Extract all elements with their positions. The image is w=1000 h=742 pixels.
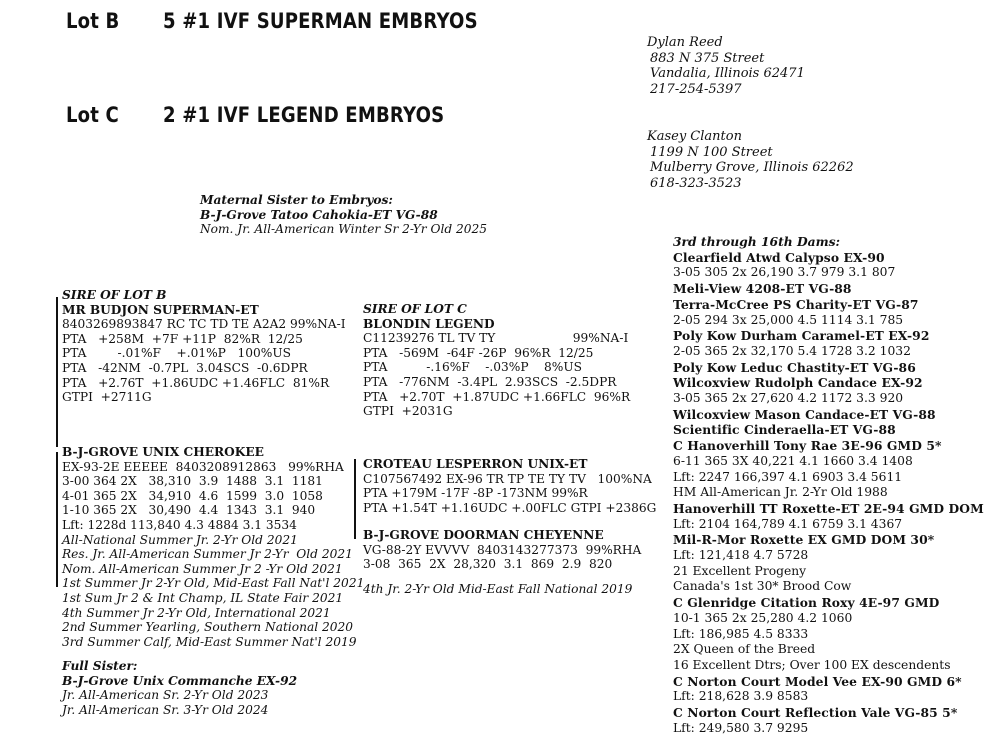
maternal-sister-award: Nom. Jr. All-American Winter Sr 2-Yr Old 2025 <box>200 222 488 237</box>
dams-block <box>673 234 984 737</box>
lot-c-label: Lot C <box>66 103 119 127</box>
dam-line: EX-93-2E EEEEE 8403208912863 99%RHA <box>62 459 344 474</box>
dam-line: Lft: 1228d 113,840 4.3 4884 3.1 3534 <box>62 517 297 532</box>
lot-c-title: 2 #1 IVF LEGEND EMBRYOS <box>163 103 445 127</box>
full-sister-block <box>62 659 297 717</box>
dam-entry-detail: 3-05 365 2x 27,620 4.2 1172 3.3 920 <box>673 391 904 406</box>
full-sister-award: Jr. All-American Sr. 2-Yr Old 2023 <box>62 688 269 703</box>
sire-lot-b-block <box>62 288 346 405</box>
dam-entry-detail: 21 Excellent Progeny <box>673 563 807 578</box>
dam-entry-name: Hanoverhill TT Roxette-ET 2E-94 GMD DOM <box>673 500 984 516</box>
dam-entry-detail: HM All-American Jr. 2-Yr Old 1988 <box>673 485 888 500</box>
contact-line: Vandalia, Illinois 62471 <box>650 66 805 81</box>
contact-line: 217-254-5397 <box>650 81 742 97</box>
dam-sire-block <box>363 457 656 515</box>
dam-entry-name: Wilcoxview Rudolph Candace EX-92 <box>673 375 923 391</box>
contact-line: Mulberry Grove, Illinois 62262 <box>650 160 854 175</box>
dam-entry-detail: Lft: 2247 166,397 4.1 6903 3.4 5611 <box>673 469 903 484</box>
grand-dam-name: B-J-GROVE DOORMAN CHEYENNE <box>363 528 604 542</box>
dam-sire-line: C107567492 EX-96 TR TP TE TY TV 100%NA <box>363 471 652 486</box>
dam-entry-detail: Canada's 1st 30* Brood Cow <box>673 579 852 594</box>
dam-entry-name: Meli-View 4208-ET VG-88 <box>673 281 852 297</box>
contact-line: 883 N 375 Street <box>650 50 765 66</box>
dam-name: B-J-GROVE UNIX CHEROKEE <box>62 445 264 459</box>
maternal-sister-name: B-J-Grove Tatoo Cahokia-ET VG-88 <box>200 207 438 222</box>
sire-lot-c-line: GTPI +2031G <box>363 404 453 419</box>
dam-entry-name: Wilcoxview Mason Candace-ET VG-88 <box>673 406 936 422</box>
sire-lot-b-line: GTPI +2711G <box>62 390 152 405</box>
dam-entry-name: C Norton Court Reflection Vale VG-85 5* <box>673 705 958 721</box>
sire-lot-c-name: BLONDIN LEGEND <box>363 316 495 331</box>
sire-lot-c-line: PTA +2.70T +1.87UDC +1.66FLC 96%R <box>363 389 631 404</box>
dam-entry-name: Terra-McCree PS Charity-ET VG-87 <box>673 296 919 312</box>
dam-entry-detail: Lft: 121,418 4.7 5728 <box>673 548 809 563</box>
sire-lot-b-line: 8403269893847 RC TC TD TE A2A2 99%NA-I <box>62 317 346 332</box>
sire-lot-b-line: PTA +258M +7F +11P 82%R 12/25 <box>62 331 303 346</box>
dam-entry-detail: 2-05 365 2x 32,170 5.4 1728 3.2 1032 <box>673 343 911 358</box>
dam-sire-name: CROTEAU LESPERRON UNIX-ET <box>363 457 588 471</box>
dam-award: 2nd Summer Yearling, Southern National 2020 <box>62 620 353 635</box>
dam-sire-line: PTA +179M -17F -8P -173NM 99%R <box>363 486 588 501</box>
dam-line: 4-01 365 2X 34,910 4.6 1599 3.0 1058 <box>62 488 323 503</box>
dam-entry-detail: Lft: 2104 164,789 4.1 6759 3.1 4367 <box>673 516 903 531</box>
contact-line: 618-323-3523 <box>650 175 742 191</box>
sire-lot-c-line: C11239276 TL TV TY 99%NA-I <box>363 331 629 346</box>
sire-lot-b-header: SIRE OF LOT B <box>62 288 167 302</box>
dam-award: Nom. All-American Summer Jr 2 -Yr Old 2021 <box>62 561 343 576</box>
dam-award: All-National Summer Jr. 2-Yr Old 2021 <box>62 532 298 547</box>
full-sister-award: Jr. All-American Sr. 3-Yr Old 2024 <box>62 702 269 717</box>
sire-lot-b-line: PTA -.01%F +.01%P 100%US <box>62 346 291 361</box>
full-sister-header: Full Sister: <box>62 659 138 673</box>
grand-dam-award: 4th Jr. 2-Yr Old Mid-East Fall National 2019 <box>363 581 633 596</box>
dam-entry-name: Mil-R-Mor Roxette EX GMD DOM 30* <box>673 532 935 548</box>
dam-line: 3-00 364 2X 38,310 3.9 1488 3.1 1181 <box>62 474 323 489</box>
lot-b-label: Lot B <box>66 9 120 33</box>
dam-entry-detail: 2X Queen of the Breed <box>673 642 816 657</box>
sire-lot-b-name: MR BUDJON SUPERMAN-ET <box>62 302 259 317</box>
dam-line: 1-10 365 2X 30,490 4.4 1343 3.1 940 <box>62 503 316 518</box>
dam-entry-detail: 3-05 305 2x 26,190 3.7 979 3.1 807 <box>673 265 896 280</box>
dam-block <box>62 445 364 649</box>
sire-lot-b-line: PTA -42NM -0.7PL 3.04SCS -0.6DPR <box>62 360 308 375</box>
sire-lot-b-line: PTA +2.76T +1.86UDC +1.46FLC 81%R <box>62 375 330 390</box>
dam-sire-line: PTA +1.54T +1.16UDC +.00FLC GTPI +2386G <box>363 500 657 515</box>
dam-entry-detail: Lft: 218,628 3.9 8583 <box>673 689 809 704</box>
dam-entry-detail: 10-1 365 2x 25,280 4.2 1060 <box>673 610 853 625</box>
pedigree-line-sire <box>56 297 58 447</box>
dam-entry-name: C Glenridge Citation Roxy 4E-97 GMD <box>673 595 940 611</box>
dam-entry-name: Scientific Cinderaella-ET VG-88 <box>673 422 896 438</box>
dam-entry-name: C Hanoverhill Tony Rae 3E-96 GMD 5* <box>673 438 942 454</box>
dam-entry-name: Poly Kow Durham Caramel-ET EX-92 <box>673 328 930 344</box>
dam-entry-name: C Norton Court Model Vee EX-90 GMD 6* <box>673 673 962 689</box>
sire-lot-c-line: PTA -569M -64F -26P 96%R 12/25 <box>363 345 594 360</box>
dam-entry-detail: Lft: 186,985 4.5 8333 <box>673 626 809 641</box>
dam-entry-detail: Lft: 249,580 3.7 9295 <box>673 720 809 735</box>
dam-award: 4th Summer Jr 2-Yr Old, International 2021 <box>62 605 331 620</box>
dams-header: 3rd through 16th Dams: <box>673 234 841 249</box>
sire-lot-c-header: SIRE OF LOT C <box>363 302 467 316</box>
sire-lot-c-line: PTA -.16%F -.03%P 8%US <box>363 360 582 375</box>
dam-entry-name: Clearfield Atwd Calypso EX-90 <box>673 249 885 265</box>
lot-b-title: 5 #1 IVF SUPERMAN EMBRYOS <box>163 9 478 33</box>
dam-award: 1st Sum Jr 2 & Int Champ, IL State Fair 2021 <box>62 590 344 605</box>
dam-entry-detail: 16 Excellent Dtrs; Over 100 EX descendents <box>673 657 951 672</box>
contact-line: 1199 N 100 Street <box>650 144 773 160</box>
dam-entry-name: Poly Kow Leduc Chastity-ET VG-86 <box>673 359 916 375</box>
dam-entry-detail: 6-11 365 3X 40,221 4.1 1660 3.4 1408 <box>673 453 913 468</box>
grand-dam-line: VG-88-2Y EVVVV 8403143277373 99%RHA <box>363 542 642 557</box>
full-sister-name: B-J-Grove Unix Commanche EX-92 <box>62 673 298 688</box>
dam-award: Res. Jr. All-American Summer Jr 2-Yr Old 2021 <box>62 547 353 562</box>
grand-dam-line: 3-08 365 2X 28,320 3.1 869 2.9 820 <box>363 557 613 572</box>
contact-name: Kasey Clanton <box>647 129 742 144</box>
grand-dam-block <box>363 528 641 596</box>
contact-name: Dylan Reed <box>647 35 723 50</box>
dam-award: 1st Summer Jr 2-Yr Old, Mid-East Fall Nat'l 2021 <box>62 576 365 591</box>
sire-lot-c-line: PTA -776NM -3.4PL 2.93SCS -2.5DPR <box>363 374 617 389</box>
dam-entry-detail: 2-05 294 3x 25,000 4.5 1114 3.1 785 <box>673 312 904 327</box>
dams-list <box>673 250 984 737</box>
sire-lot-c-block <box>363 302 630 419</box>
pedigree-line-dam <box>56 452 58 587</box>
contact-dylan-reed <box>647 35 805 97</box>
dam-award: 3rd Summer Calf, Mid-East Summer Nat'l 2019 <box>62 634 357 649</box>
maternal-sister-block <box>200 193 487 237</box>
contact-kasey-clanton <box>647 129 854 191</box>
maternal-sister-header: Maternal Sister to Embryos: <box>200 193 393 207</box>
